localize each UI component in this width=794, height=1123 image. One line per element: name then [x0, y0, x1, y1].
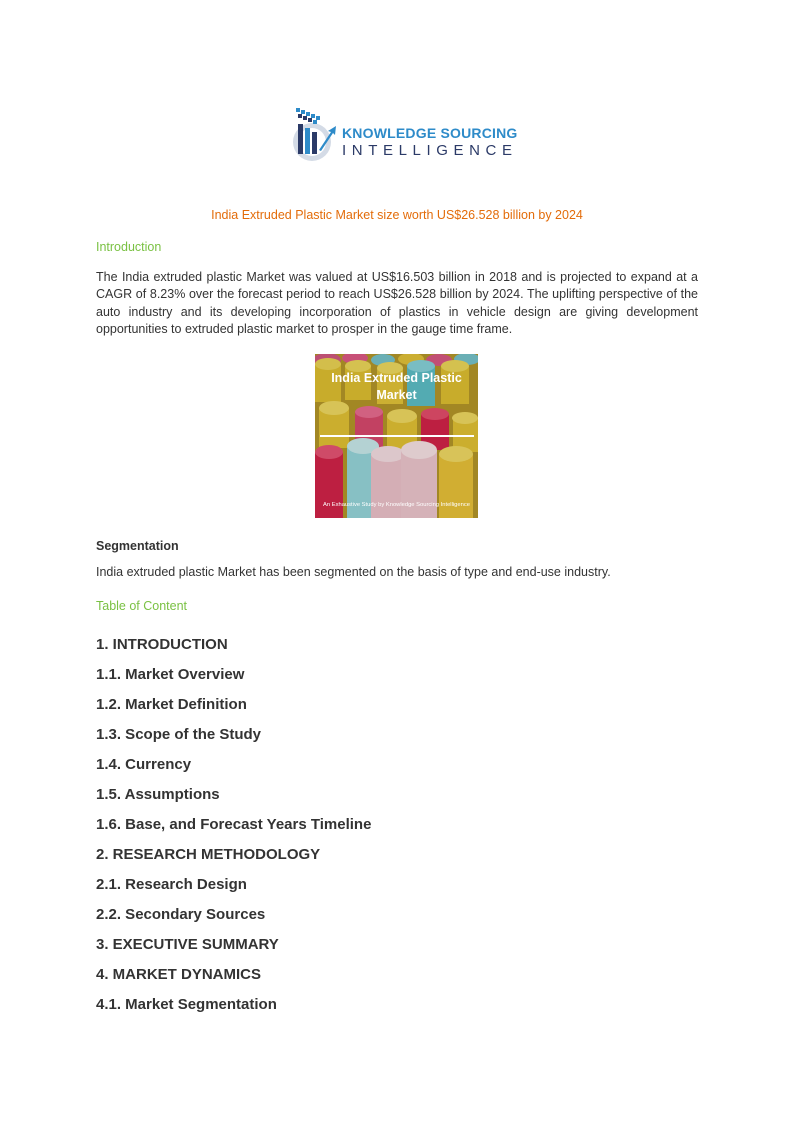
- toc-item: 2.2. Secondary Sources: [96, 906, 266, 923]
- toc-item: 1.6. Base, and Forecast Years Timeline: [96, 816, 372, 833]
- cover-title: India Extruded Plastic Market: [331, 371, 462, 402]
- toc-item: 4.1. Market Segmentation: [96, 996, 277, 1013]
- logo-line-1: KNOWLEDGE SOURCING: [342, 125, 518, 141]
- toc-item: 1.3. Scope of the Study: [96, 726, 262, 743]
- toc-item: 1.5. Assumptions: [96, 786, 220, 803]
- introduction-heading: Introduction: [96, 240, 162, 254]
- toc-item: 1.4. Currency: [96, 756, 192, 773]
- toc-item: 1. INTRODUCTION: [96, 636, 228, 653]
- page-title: India Extruded Plastic Market size worth US$26.528 billion by 2024: [211, 208, 583, 222]
- logo-emblem-icon: [290, 104, 342, 166]
- cover-divider: [320, 435, 474, 437]
- segmentation-text: India extruded plastic Market has been segmented on the basis of type and end-use industry.: [96, 565, 611, 579]
- toc-item: 3. EXECUTIVE SUMMARY: [96, 936, 279, 953]
- cover-footer: An Exhaustive Study by Knowledge Sourcing Intelligence: [323, 502, 470, 508]
- toc-item: 1.1. Market Overview: [96, 666, 245, 683]
- toc-item: 2. RESEARCH METHODOLOGY: [96, 846, 321, 863]
- introduction-paragraph: The India extruded plastic Market was valued at US$16.503 billion in 2018 and is projected to expand at a CAGR of 8.23% over the forecast period to reach US$26.528 billion by 2024. The uplifting perspective of the auto industry and its developing incorporation of plastics in vehicle design are giving development opportunities to extruded plastic market to prosper in the gauge time frame.: [96, 270, 698, 336]
- toc-item: 4. MARKET DYNAMICS: [96, 966, 262, 983]
- toc-heading: Table of Content: [96, 599, 188, 613]
- toc-item: 1.2. Market Definition: [96, 696, 247, 713]
- report-cover-image: [315, 354, 478, 518]
- logo-line-2: INTELLIGENCE: [342, 142, 518, 159]
- toc-item: 2.1. Research Design: [96, 876, 247, 893]
- segmentation-heading: Segmentation: [96, 539, 179, 553]
- company-logo: [290, 104, 518, 166]
